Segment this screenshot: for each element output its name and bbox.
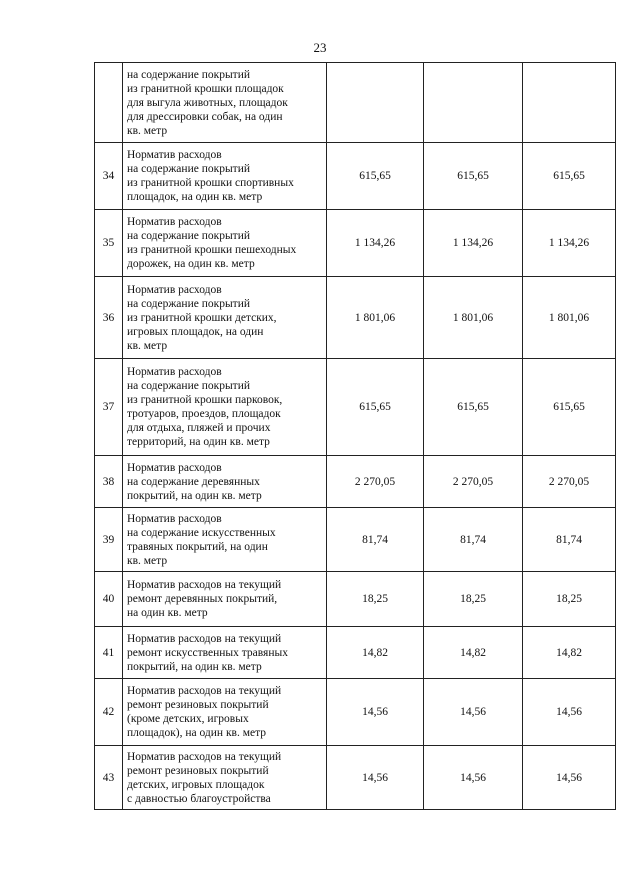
row-description-text: Норматив расходов на текущий ремонт искусственных травяных покрытий, на один кв. метр (127, 632, 288, 673)
row-description (123, 143, 327, 210)
row-value-3: 14,82 (523, 627, 616, 679)
row-value-2: 2 270,05 (424, 456, 523, 508)
row-value-3: 14,56 (523, 679, 616, 746)
row-description-text: Норматив расходов на содержание покрытий из гранитной крошки спортивных площадок, на один кв. метр (127, 149, 294, 203)
table-row-43 (95, 746, 616, 810)
table-row-40 (95, 572, 616, 627)
table-row-41 (95, 627, 616, 679)
row-value-2 (424, 63, 523, 143)
row-value-1: 2 270,05 (327, 456, 424, 508)
row-number: 37 (95, 359, 123, 456)
row-description-text: Норматив расходов на содержание покрытий из гранитной крошки детских, игровых площадок, на один кв. метр (127, 283, 277, 352)
row-number: 39 (95, 508, 123, 572)
row-value-2: 615,65 (424, 359, 523, 456)
norms-table (94, 62, 616, 810)
page-number: 23 (313, 40, 327, 55)
row-value-1: 1 801,06 (327, 277, 424, 359)
row-description (123, 63, 327, 143)
row-description (123, 456, 327, 508)
row-description (123, 572, 327, 627)
row-value-1: 81,74 (327, 508, 424, 572)
row-value-1: 18,25 (327, 572, 424, 627)
row-value-1: 14,56 (327, 746, 424, 810)
row-number: 43 (95, 746, 123, 810)
row-value-2: 81,74 (424, 508, 523, 572)
row-description (123, 508, 327, 572)
table-row-34 (95, 143, 616, 210)
row-value-3: 1 134,26 (523, 210, 616, 277)
row-value-3: 14,56 (523, 746, 616, 810)
row-value-2: 1 134,26 (424, 210, 523, 277)
row-description (123, 746, 327, 810)
row-value-3: 18,25 (523, 572, 616, 627)
table-row-38 (95, 456, 616, 508)
row-number: 34 (95, 143, 123, 210)
row-value-3: 1 801,06 (523, 277, 616, 359)
table-row-39 (95, 508, 616, 572)
row-description (123, 359, 327, 456)
row-number: 40 (95, 572, 123, 627)
row-value-3: 2 270,05 (523, 456, 616, 508)
table-row-continuation (95, 63, 616, 143)
row-number (95, 63, 123, 143)
row-value-1: 1 134,26 (327, 210, 424, 277)
row-description-text: Норматив расходов на содержание покрытий из гранитной крошки пешеходных дорожек, на один кв. метр (127, 216, 297, 270)
table-row-36 (95, 277, 616, 359)
row-value-3: 81,74 (523, 508, 616, 572)
row-description (123, 210, 327, 277)
row-value-1: 14,82 (327, 627, 424, 679)
row-description-text: Норматив расходов на текущий ремонт деревянных покрытий, на один кв. метр (127, 579, 282, 619)
row-description (123, 627, 327, 679)
norms-table-body (95, 63, 616, 810)
row-number: 42 (95, 679, 123, 746)
row-value-3: 615,65 (523, 143, 616, 210)
row-value-2: 14,56 (424, 746, 523, 810)
row-number: 38 (95, 456, 123, 508)
table-row-35 (95, 210, 616, 277)
row-description-text: Норматив расходов на содержание искусственных травяных покрытий, на один кв. метр (127, 512, 276, 567)
row-value-2: 615,65 (424, 143, 523, 210)
table-row-37 (95, 359, 616, 456)
row-description-text: на содержание покрытий из гранитной крошки площадок для выгула животных, площадок для дрессировки собак, на один кв. метр (127, 68, 288, 137)
row-description-text: Норматив расходов на содержание покрытий из гранитной крошки парковок, тротуаров, проездов, площадок для отдыха, пляжей и прочих территорий, на один кв. метр (127, 366, 283, 448)
row-value-1 (327, 63, 424, 143)
row-value-1: 615,65 (327, 359, 424, 456)
row-value-1: 14,56 (327, 679, 424, 746)
row-description (123, 277, 327, 359)
row-number: 41 (95, 627, 123, 679)
row-value-3 (523, 63, 616, 143)
row-number: 35 (95, 210, 123, 277)
row-description-text: Норматив расходов на текущий ремонт резиновых покрытий детских, игровых площадок с давностью благоустройства (127, 750, 282, 805)
row-description-text: Норматив расходов на содержание деревянных покрытий, на один кв. метр (127, 461, 262, 502)
row-description (123, 679, 327, 746)
table-row-42 (95, 679, 616, 746)
row-value-2: 14,82 (424, 627, 523, 679)
row-number: 36 (95, 277, 123, 359)
row-value-2: 14,56 (424, 679, 523, 746)
row-value-3: 615,65 (523, 359, 616, 456)
row-value-2: 1 801,06 (424, 277, 523, 359)
row-value-1: 615,65 (327, 143, 424, 210)
row-value-2: 18,25 (424, 572, 523, 627)
row-description-text: Норматив расходов на текущий ремонт резиновых покрытий (кроме детских, игровых площадок), на один кв. метр (127, 685, 282, 739)
